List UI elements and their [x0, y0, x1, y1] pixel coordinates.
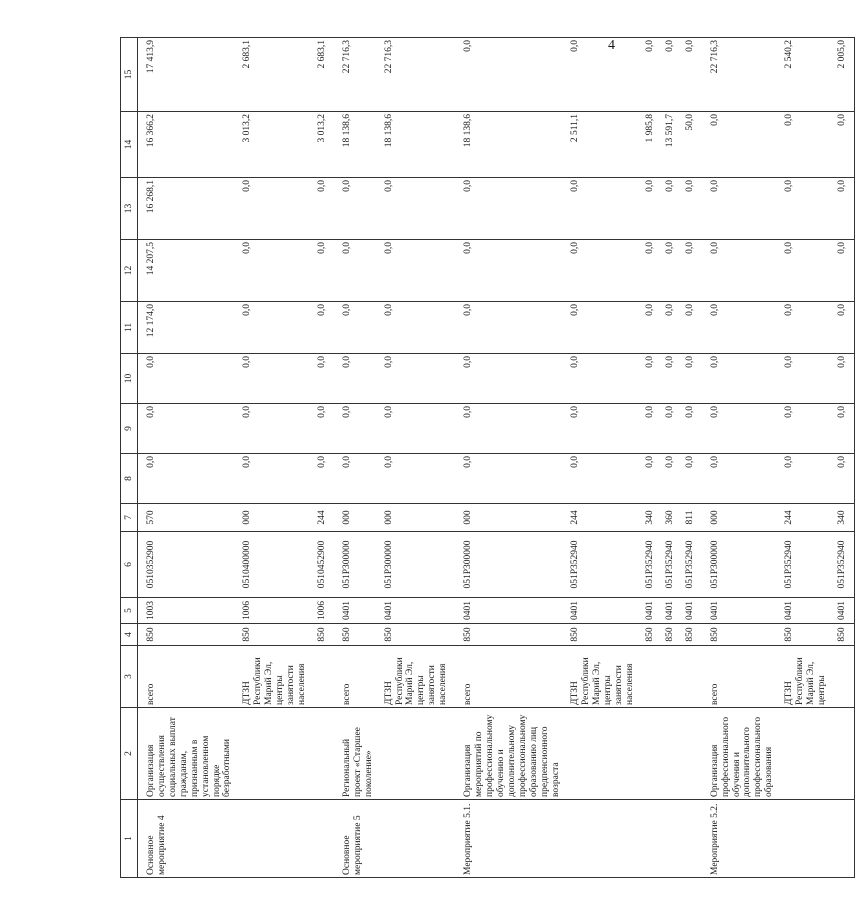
amount-cell: 0,0: [314, 302, 334, 354]
amount-cell: 0,0: [781, 240, 834, 302]
amount-cell: 0,0: [334, 302, 381, 354]
amount-cell: 0,0: [567, 38, 642, 112]
grbs-code-cell: 850: [138, 624, 240, 646]
amount-cell: 0,0: [682, 454, 702, 504]
executor-cell: ДТЗН Республики Марий Эл, центры занятости населения: [381, 646, 456, 708]
table-row: [381, 38, 456, 878]
budget-table: [120, 37, 855, 878]
program-cell: [642, 800, 662, 878]
amount-cell: 0,0: [334, 354, 381, 404]
executor-cell: всего: [138, 646, 240, 708]
program-cell: Мероприятие 5.1.: [455, 800, 567, 878]
amount-cell: 18 138,6: [455, 112, 567, 178]
expense-type-cell: 340: [642, 504, 662, 532]
amount-cell: 0,0: [567, 354, 642, 404]
amount-cell: 0,0: [334, 404, 381, 454]
amount-cell: 0,0: [455, 404, 567, 454]
amount-cell: 50,0: [682, 112, 702, 178]
amount-cell: 0,0: [662, 454, 682, 504]
grbs-code-cell: 850: [781, 624, 834, 646]
section-code-cell: 0401: [381, 598, 456, 624]
amount-cell: 0,0: [567, 302, 642, 354]
table-row: [567, 38, 642, 878]
amount-cell: 16 268,1: [138, 178, 240, 240]
amount-cell: 0,0: [567, 404, 642, 454]
amount-cell: 0,0: [642, 404, 662, 454]
section-code-cell: 0401: [702, 598, 782, 624]
description-cell: [642, 708, 662, 800]
program-cell: [781, 800, 834, 878]
description-cell: [834, 708, 854, 800]
amount-cell: 0,0: [239, 302, 314, 354]
executor-cell: ДТЗН Республики Марий Эл, центры: [781, 646, 834, 708]
amount-cell: 0,0: [334, 454, 381, 504]
amount-cell: 22 716,3: [381, 38, 456, 112]
grbs-code-cell: 850: [381, 624, 456, 646]
description-cell: [781, 708, 834, 800]
column-header: 5: [121, 598, 138, 624]
amount-cell: 0,0: [381, 302, 456, 354]
amount-cell: 0,0: [834, 240, 854, 302]
amount-cell: 0,0: [239, 354, 314, 404]
amount-cell: 0,0: [682, 404, 702, 454]
amount-cell: 2 540,2: [781, 38, 834, 112]
amount-cell: 0,0: [642, 354, 662, 404]
amount-cell: 0,0: [642, 302, 662, 354]
target-article-cell: 051P300000: [455, 532, 567, 598]
column-header: 8: [121, 454, 138, 504]
amount-cell: 13 591,7: [662, 112, 682, 178]
executor-cell: [682, 646, 702, 708]
column-header: 4: [121, 624, 138, 646]
amount-cell: 0,0: [702, 404, 782, 454]
program-cell: Мероприятие 5.2.: [702, 800, 782, 878]
column-header: 6: [121, 532, 138, 598]
section-code-cell: 0401: [567, 598, 642, 624]
amount-cell: 0,0: [834, 112, 854, 178]
amount-cell: 0,0: [334, 178, 381, 240]
column-header: 2: [121, 708, 138, 800]
description-cell: [314, 708, 334, 800]
expense-type-cell: 360: [662, 504, 682, 532]
program-cell: [239, 800, 314, 878]
section-code-cell: 0401: [642, 598, 662, 624]
description-cell: Региональный проект «Старшее поколение»: [334, 708, 381, 800]
column-header: 14: [121, 112, 138, 178]
expense-type-cell: 340: [834, 504, 854, 532]
executor-cell: всего: [455, 646, 567, 708]
amount-cell: 0,0: [642, 178, 662, 240]
page-number: 4: [608, 38, 615, 53]
amount-cell: 0,0: [314, 240, 334, 302]
amount-cell: 0,0: [682, 38, 702, 112]
executor-cell: ДТЗН Республики Марий Эл, центры занятости населения: [567, 646, 642, 708]
amount-cell: 0,0: [834, 302, 854, 354]
section-code-cell: 0401: [455, 598, 567, 624]
section-code-cell: 1006: [239, 598, 314, 624]
grbs-code-cell: 850: [334, 624, 381, 646]
amount-cell: 0,0: [642, 38, 662, 112]
executor-cell: [662, 646, 682, 708]
target-article-cell: 051P352940: [662, 532, 682, 598]
amount-cell: 0,0: [314, 354, 334, 404]
amount-cell: 3 013,2: [314, 112, 334, 178]
grbs-code-cell: 850: [314, 624, 334, 646]
amount-cell: 0,0: [834, 404, 854, 454]
executor-cell: [642, 646, 662, 708]
amount-cell: 0,0: [662, 302, 682, 354]
executor-cell: всего: [334, 646, 381, 708]
amount-cell: 0,0: [702, 302, 782, 354]
amount-cell: 0,0: [314, 454, 334, 504]
column-header: 11: [121, 302, 138, 354]
amount-cell: 0,0: [138, 354, 240, 404]
description-cell: Организация мероприятий по профессиональному обучению и дополнительному профессиональному образованию лиц предпенсионного возраста: [455, 708, 567, 800]
grbs-code-cell: 850: [455, 624, 567, 646]
target-article-cell: 051P300000: [381, 532, 456, 598]
amount-cell: 0,0: [781, 354, 834, 404]
table-row: [455, 38, 567, 878]
column-header: 13: [121, 178, 138, 240]
amount-cell: 0,0: [381, 178, 456, 240]
amount-cell: 0,0: [834, 354, 854, 404]
expense-type-cell: 244: [314, 504, 334, 532]
column-header: 7: [121, 504, 138, 532]
amount-cell: 0,0: [702, 178, 782, 240]
amount-cell: 18 138,6: [381, 112, 456, 178]
section-code-cell: 0401: [834, 598, 854, 624]
amount-cell: 14 207,5: [138, 240, 240, 302]
amount-cell: 0,0: [455, 240, 567, 302]
program-cell: [381, 800, 456, 878]
amount-cell: 0,0: [682, 240, 702, 302]
amount-cell: 0,0: [702, 112, 782, 178]
amount-cell: 0,0: [781, 454, 834, 504]
amount-cell: 12 174,0: [138, 302, 240, 354]
grbs-code-cell: 850: [834, 624, 854, 646]
amount-cell: 0,0: [567, 454, 642, 504]
section-code-cell: 0401: [334, 598, 381, 624]
rotated-table-container: [120, 38, 847, 878]
section-code-cell: 0401: [781, 598, 834, 624]
column-header: 9: [121, 404, 138, 454]
amount-cell: 22 716,3: [702, 38, 782, 112]
header-row: [121, 38, 138, 878]
amount-cell: 0,0: [455, 302, 567, 354]
amount-cell: 0,0: [834, 454, 854, 504]
expense-type-cell: 000: [334, 504, 381, 532]
description-cell: Организация профессионального обучения и дополнительного профессионального образования: [702, 708, 782, 800]
description-cell: [662, 708, 682, 800]
grbs-code-cell: 850: [682, 624, 702, 646]
expense-type-cell: 244: [567, 504, 642, 532]
amount-cell: 0,0: [702, 454, 782, 504]
amount-cell: 0,0: [138, 454, 240, 504]
amount-cell: 0,0: [239, 404, 314, 454]
column-header: 10: [121, 354, 138, 404]
amount-cell: 0,0: [662, 240, 682, 302]
table-row: [314, 38, 334, 878]
table-row: [138, 38, 240, 878]
amount-cell: 0,0: [239, 240, 314, 302]
section-code-cell: 1006: [314, 598, 334, 624]
expense-type-cell: 811: [682, 504, 702, 532]
amount-cell: 0,0: [455, 178, 567, 240]
executor-cell: всего: [702, 646, 782, 708]
expense-type-cell: 000: [239, 504, 314, 532]
table-row: [702, 38, 782, 878]
description-cell: Организация осуществления социальных выплат гражданам, признанным в установленном порядке безработными: [138, 708, 240, 800]
program-cell: [834, 800, 854, 878]
executor-cell: [314, 646, 334, 708]
amount-cell: 0,0: [567, 240, 642, 302]
amount-cell: 0,0: [381, 404, 456, 454]
program-cell: [314, 800, 334, 878]
amount-cell: 0,0: [662, 404, 682, 454]
target-article-cell: 051P352940: [567, 532, 642, 598]
amount-cell: 18 138,6: [334, 112, 381, 178]
amount-cell: 2 511,1: [567, 112, 642, 178]
description-cell: [381, 708, 456, 800]
executor-cell: ДТЗН Республики Марий Эл, центры занятости населения: [239, 646, 314, 708]
amount-cell: 3 013,2: [239, 112, 314, 178]
expense-type-cell: 000: [455, 504, 567, 532]
target-article-cell: 051P352940: [682, 532, 702, 598]
target-article-cell: 051P352940: [642, 532, 662, 598]
grbs-code-cell: 850: [239, 624, 314, 646]
amount-cell: 0,0: [314, 178, 334, 240]
program-cell: [567, 800, 642, 878]
column-header: 1: [121, 800, 138, 878]
column-header: 12: [121, 240, 138, 302]
table-row: [781, 38, 834, 878]
program-cell: Основное мероприятие 5: [334, 800, 381, 878]
target-article-cell: 0510452900: [314, 532, 334, 598]
program-cell: [682, 800, 702, 878]
amount-cell: 0,0: [682, 178, 702, 240]
target-article-cell: 051P352940: [834, 532, 854, 598]
amount-cell: 0,0: [781, 404, 834, 454]
amount-cell: 0,0: [781, 302, 834, 354]
amount-cell: 0,0: [662, 178, 682, 240]
amount-cell: 0,0: [455, 454, 567, 504]
table-row: [642, 38, 662, 878]
executor-cell: [834, 646, 854, 708]
amount-cell: 1 985,8: [642, 112, 662, 178]
expense-type-cell: 244: [781, 504, 834, 532]
target-article-cell: 051P300000: [702, 532, 782, 598]
section-code-cell: 0401: [662, 598, 682, 624]
target-article-cell: 051P300000: [334, 532, 381, 598]
column-header: 15: [121, 38, 138, 112]
amount-cell: 22 716,3: [334, 38, 381, 112]
amount-cell: 0,0: [381, 454, 456, 504]
amount-cell: 0,0: [642, 240, 662, 302]
amount-cell: 0,0: [781, 112, 834, 178]
grbs-code-cell: 850: [567, 624, 642, 646]
grbs-code-cell: 850: [702, 624, 782, 646]
column-header: 3: [121, 646, 138, 708]
amount-cell: 0,0: [567, 178, 642, 240]
program-cell: [662, 800, 682, 878]
amount-cell: 0,0: [642, 454, 662, 504]
expense-type-cell: 570: [138, 504, 240, 532]
amount-cell: 0,0: [702, 240, 782, 302]
amount-cell: 0,0: [834, 178, 854, 240]
amount-cell: 2 683,1: [239, 38, 314, 112]
program-cell: Основное мероприятие 4: [138, 800, 240, 878]
table-row: [662, 38, 682, 878]
table-row: [334, 38, 381, 878]
amount-cell: 2 005,0: [834, 38, 854, 112]
target-article-cell: 0510400000: [239, 532, 314, 598]
grbs-code-cell: 850: [662, 624, 682, 646]
amount-cell: 0,0: [334, 240, 381, 302]
grbs-code-cell: 850: [642, 624, 662, 646]
table-row: [834, 38, 854, 878]
description-cell: [682, 708, 702, 800]
amount-cell: 16 366,2: [138, 112, 240, 178]
table-row: [682, 38, 702, 878]
amount-cell: 2 683,1: [314, 38, 334, 112]
description-cell: [239, 708, 314, 800]
target-article-cell: 0510352900: [138, 532, 240, 598]
expense-type-cell: 000: [381, 504, 456, 532]
section-code-cell: 1003: [138, 598, 240, 624]
amount-cell: 0,0: [682, 354, 702, 404]
amount-cell: 0,0: [682, 302, 702, 354]
amount-cell: 0,0: [662, 38, 682, 112]
amount-cell: 0,0: [455, 354, 567, 404]
table-row: [239, 38, 314, 878]
amount-cell: 17 413,9: [138, 38, 240, 112]
description-cell: [567, 708, 642, 800]
amount-cell: 0,0: [781, 178, 834, 240]
expense-type-cell: 000: [702, 504, 782, 532]
amount-cell: 0,0: [381, 354, 456, 404]
section-code-cell: 0401: [682, 598, 702, 624]
amount-cell: 0,0: [455, 38, 567, 112]
amount-cell: 0,0: [702, 354, 782, 404]
table-body: [138, 38, 855, 878]
amount-cell: 0,0: [239, 178, 314, 240]
amount-cell: 0,0: [239, 454, 314, 504]
amount-cell: 0,0: [381, 240, 456, 302]
amount-cell: 0,0: [314, 404, 334, 454]
amount-cell: 0,0: [662, 354, 682, 404]
target-article-cell: 051P352940: [781, 532, 834, 598]
amount-cell: 0,0: [138, 404, 240, 454]
